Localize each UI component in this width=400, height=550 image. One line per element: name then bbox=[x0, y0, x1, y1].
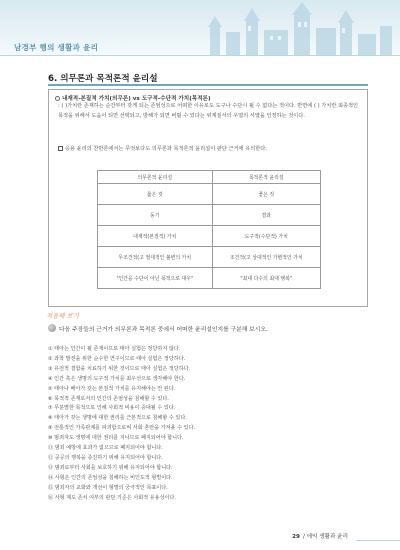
table-cell: "최대 다수의 최대 행복" bbox=[212, 268, 320, 289]
concept-box-note-text: 응용 윤리의 찬반론에서는 무엇보다도 의무론과 목적론적 윤리설이 판단 근거에 유의한다. bbox=[65, 146, 267, 152]
footer-text bbox=[292, 532, 348, 540]
list-item: ⑫ 공공의 행복을 증진하기 위해 유지되어야 합니다. bbox=[48, 454, 163, 461]
table-cell: 결과 bbox=[212, 205, 320, 226]
list-item: ⑯ 사형 제도 존치 여부의 판단 기준은 사회적 유용성이다. bbox=[48, 494, 176, 501]
bullet-circle-icon bbox=[55, 96, 60, 101]
footer-rule bbox=[356, 540, 400, 541]
list-item: ① 태아는 인간이 될 존재이므로 태아 실험은 정당하지 않다. bbox=[48, 346, 181, 352]
list-item: ⑮ 범죄자의 교화와 개선이 형벌의 궁극적인 목표이다. bbox=[48, 484, 168, 491]
table-cell: 내재적(본질적) 가치 bbox=[98, 226, 213, 247]
list-item: ④ 인간 혹은 생명의 도구적 가치를 최우선으로 생각해야 한다. bbox=[48, 375, 186, 382]
concept-box bbox=[48, 89, 368, 307]
concept-box-note bbox=[58, 145, 360, 155]
table-header-cell: 의무론적 윤리설 bbox=[98, 171, 213, 184]
table-cell: 무조건적(고 절대적인 불변의 가치 bbox=[98, 247, 213, 268]
list-item: ⑩ 범죄자도 생명에 대한 권리를 지니므로 폐지되어야 합니다. bbox=[48, 435, 184, 442]
statement-list bbox=[48, 345, 368, 504]
list-item: ⑤ 태아나 배아가 갖는 본질적 가치를 유지해야는 안 된다. bbox=[48, 385, 176, 392]
list-item: ⑦ 무분별한 목적으로 인해 사회적 비용이 증대될 수 있다. bbox=[48, 405, 176, 412]
table-row bbox=[98, 205, 321, 226]
list-item: ⑧ 태아가 갖는 생명에 대한 권리를 근본적으로 침해할 수 있다. bbox=[48, 415, 187, 422]
castle-skyline-illustration bbox=[190, 0, 400, 56]
list-item: ⑥ 목적적 존재로서의 인간의 존엄성을 침해할 수 있다. bbox=[48, 395, 169, 402]
table-cell: 좋은 것 bbox=[212, 184, 320, 205]
comparison-table bbox=[97, 170, 321, 289]
list-item: ③ 유전적 결함을 치료하기 위한 것이므로 태아 실험은 정당하다. bbox=[48, 365, 191, 372]
concept-box-heading bbox=[55, 94, 211, 102]
list-item: ⑪ 범죄 예방에 효과가 없으므로 폐지되어야 합니다. bbox=[48, 445, 163, 452]
section-title: 6. 의무론과 목적론적 윤리설 bbox=[48, 74, 158, 84]
table-row bbox=[98, 226, 321, 247]
concept-box-heading-text: 내재적-본질적 가치(의무론) vs 도구적-수단적 가치(목적론) bbox=[62, 96, 211, 102]
list-item: ② 과학 발전을 위한 순수한 연구이므로 태아 실험은 정당하다. bbox=[48, 355, 186, 362]
table-row bbox=[98, 184, 321, 205]
table-cell: 옳은 것 bbox=[98, 184, 213, 205]
header-title: 남경부 행의 생활과 윤리 bbox=[14, 43, 99, 52]
table-header-cell: 목적론적 윤리설 bbox=[212, 171, 320, 184]
table-cell: 동기 bbox=[98, 205, 213, 226]
practice-question bbox=[48, 324, 368, 335]
list-item: ⑨ 전통적인 가족관계를 파괴함으로써 사회 혼란을 가져올 수 있다. bbox=[48, 425, 196, 432]
table-cell: 조건적(고 상대적인 가변적인 가치 bbox=[212, 247, 320, 268]
list-item: ⑬ 범죄로부터 사회를 보호하기 위해 유지되어야 합니다. bbox=[48, 464, 173, 471]
header-divider bbox=[0, 55, 400, 56]
note-square-icon bbox=[58, 146, 63, 151]
table-row bbox=[98, 268, 321, 289]
list-item: ⑭ 사형은 인간의 존엄성을 침해하는 비인도적 형벌이다. bbox=[48, 474, 173, 481]
concept-box-body: : ( )가치란 존재하는 순간부터 갖게 되는 존엄성으로 어떠한 이유로도 도구나 수단시 될 수 없다는 것이다. 반면에 ( ) 가치란 최종적인 목적을 위해서 도움이 되면 선택되고, 방해가 되면 버릴 수 있다는 위계질서의 우열의 서열을 인정하는 것이다. bbox=[58, 103, 359, 119]
footer-book-title: / 에익 생활과 윤리 bbox=[302, 534, 348, 540]
practice-label: 적용해 보기 bbox=[46, 312, 79, 320]
section-title-rule bbox=[48, 84, 368, 86]
page-footer bbox=[0, 532, 400, 550]
practice-question-text: 다음 주장들의 근거가 의무론과 목적론 중에서 어떠한 윤리설인지를 구분해 보시오. bbox=[59, 327, 268, 333]
table-row bbox=[98, 247, 321, 268]
page-number: 29 bbox=[292, 534, 300, 540]
page-header bbox=[0, 0, 400, 56]
table-cell: 도구적(수단적) 가치 bbox=[212, 226, 320, 247]
table-cell: "인간을 수단이 아닌 목적으로 대우" bbox=[98, 268, 213, 289]
question-bullet-icon bbox=[48, 324, 56, 332]
table-header-row bbox=[98, 171, 321, 184]
